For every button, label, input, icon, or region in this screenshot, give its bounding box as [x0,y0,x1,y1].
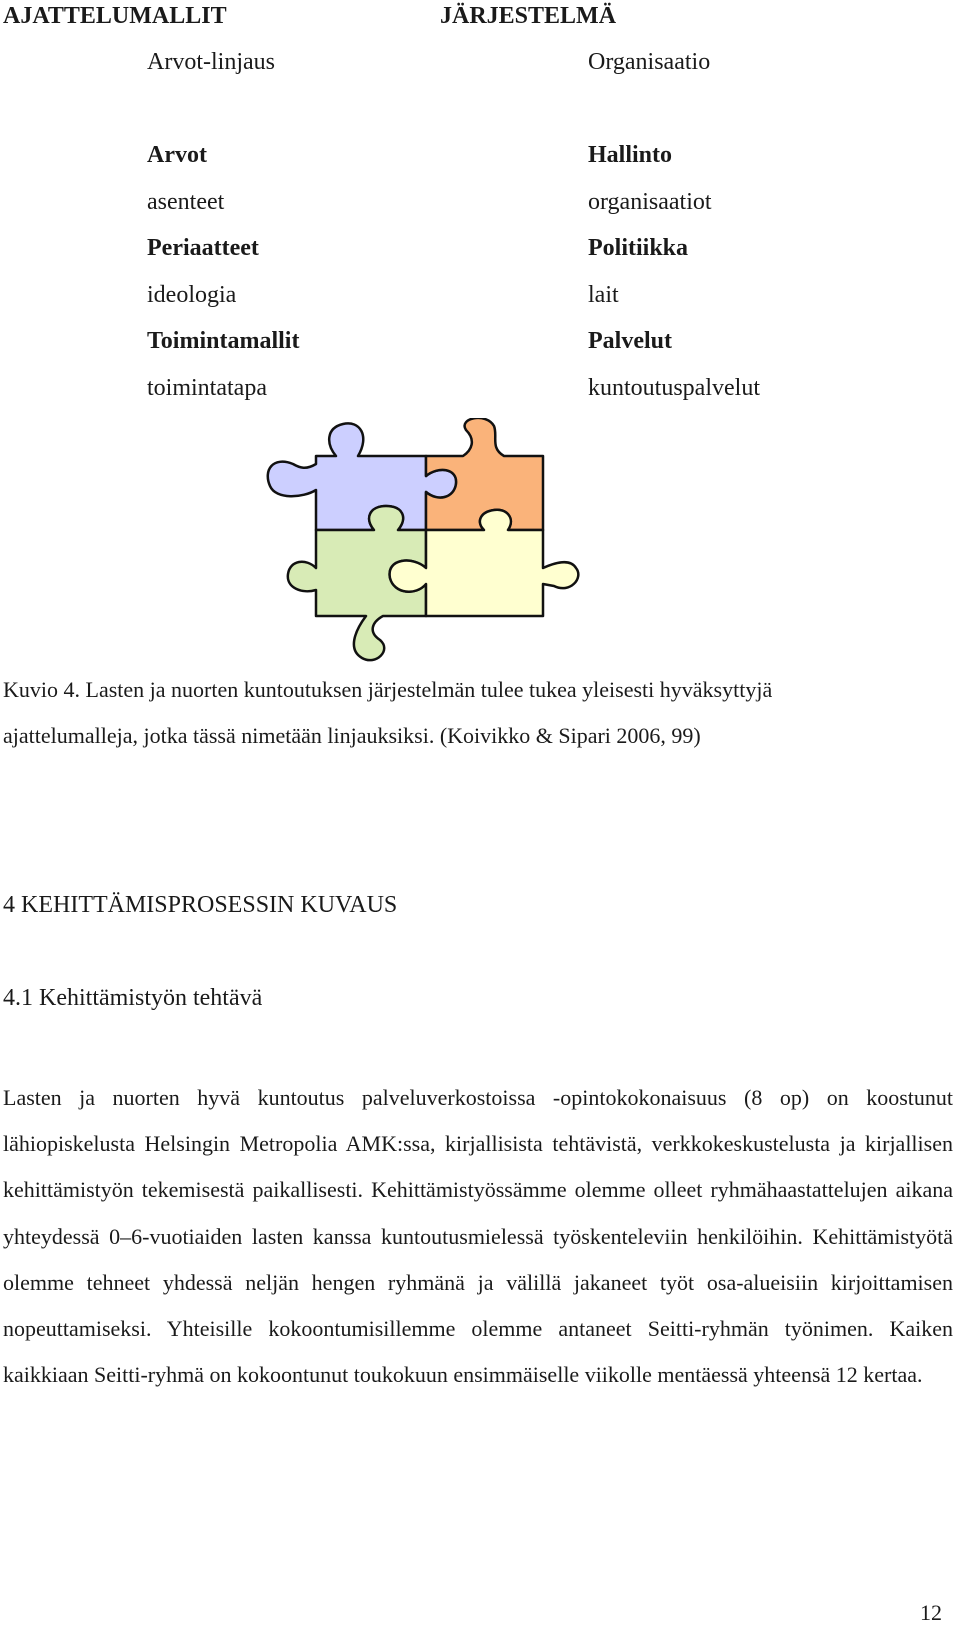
left-item-asenteet: asenteet [147,189,225,215]
right-column-subheader: Organisaatio [588,49,711,75]
right-item-lait: lait [588,282,619,308]
body-paragraph: Lasten ja nuorten hyvä kuntoutus palveluverkostoissa -opintokokonaisuus (8 op) on koostunut lähiopiskelusta Helsingin Metropolia AMK:ssa, kirjallisista tehtävistä, verkkokeskustelusta ja kirjallisen kehittämistyön tekemisestä paikallisesti. Kehittämistyössämme olemme olleet ryhmähaastattelujen aikana yhteydessä 0–6-vuotiaiden lasten kanssa kuntoutusmielessä työskenteleviin henkilöihin. Kehittämistyötä olemme tehneet yhdessä neljän hengen ryhmänä ja välillä jakaneet työt osa-alueisiin kirjoittamisen nopeuttamiseksi. Yhteisille kokoontumisillemme olemme antaneet Seitti-ryhmän työnimen. Kaiken kaikkiaan Seitti-ryhmä on kokoontunut toukokuun ensimmäiselle viikolle mentäessä yhteensä 12 kertaa. [3,1085,953,1388]
left-column-header: AJATTELUMALLIT [3,3,227,29]
left-item-arvot: Arvot [147,142,207,168]
right-column-header: JÄRJESTELMÄ [440,3,617,29]
subsection-heading: 4.1 Kehittämistyön tehtävä [3,985,263,1011]
right-item-politiikka: Politiikka [588,235,689,261]
figure-caption [3,667,953,759]
puzzle-figure [258,418,598,678]
left-item-toimintamallit: Toimintamallit [147,328,300,354]
left-item-ideologia: ideologia [147,282,237,308]
right-item-kuntoutuspalvelut: kuntoutuspalvelut [588,375,760,401]
page-number: 12 [920,1600,942,1625]
section-heading: 4 KEHITTÄMISPROSESSIN KUVAUS [3,892,398,918]
right-item-palvelut: Palvelut [588,328,672,354]
left-column-subheader: Arvot-linjaus [147,49,275,75]
left-item-periaatteet: Periaatteet [147,235,259,261]
right-item-hallinto: Hallinto [588,142,673,168]
caption-line-1: Kuvio 4. Lasten ja nuorten kuntoutuksen järjestelmän tulee tukea yleisesti hyväksyttyjä [3,677,773,702]
left-item-toimintatapa: toimintatapa [147,375,267,401]
right-item-organisaatiot: organisaatiot [588,189,712,215]
caption-line-2: ajattelumalleja, jotka tässä nimetään linjauksiksi. (Koivikko & Sipari 2006, 99) [3,723,701,748]
